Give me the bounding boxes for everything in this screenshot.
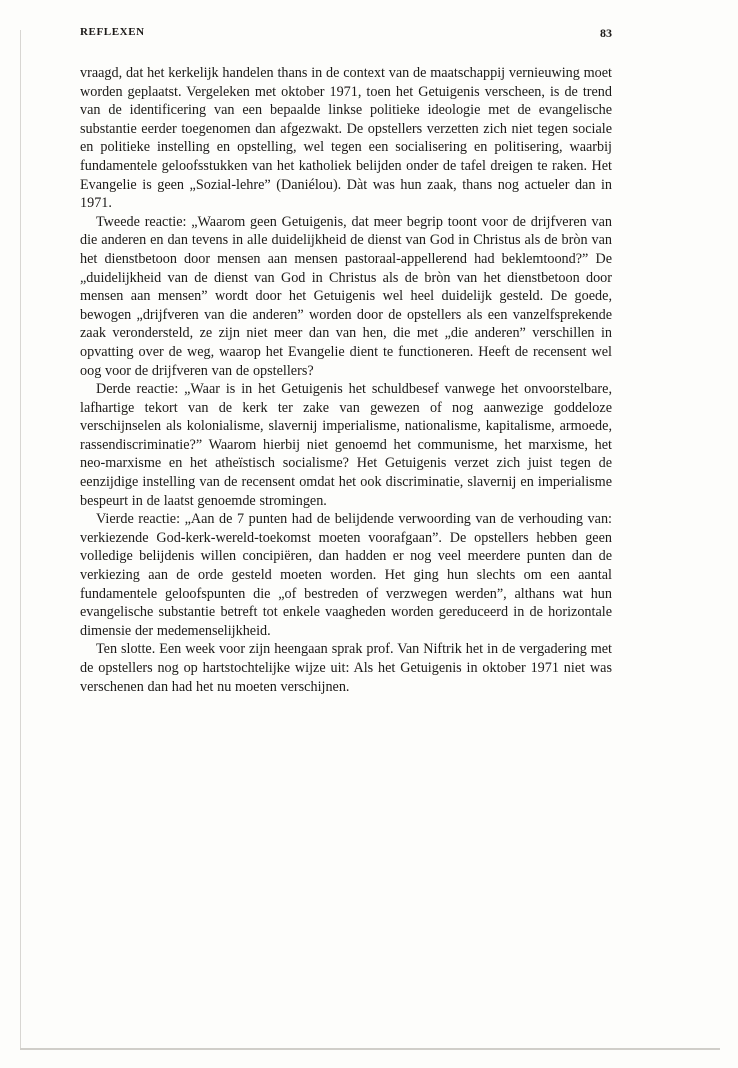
running-head-title: REFLEXEN — [80, 26, 145, 38]
page-number: 83 — [600, 26, 612, 40]
body-text — [80, 64, 612, 696]
paragraph-tweede-reactie: Tweede reactie: „Waarom geen Getuigenis, dat meer begrip toont voor de drijfveren van die anderen en dan tevens in alle duidelijkheid de dienst van God in Christus als de bròn van het dienstbetoon door mensen aan mensen pastoraal-appellerend had beklemtoond?” De „duidelijkheid van de dienst van God in Christus als de bròn van het dienstbetoon door mensen aan mensen” wordt door het Getuigenis wel heel duidelijk gesteld. De goede, bewogen „drijfveren van die anderen” worden door de opstellers als een vanzelfsprekende zaak verondersteld, ze zijn niet meer dan van hen, die met „die anderen” verschillen in opvatting over de weg, waarop het Evangelie dient te functioneren. Heeft de recensent wel oog voor de drijfveren van de opstellers? — [80, 213, 612, 379]
paragraph-ten-slotte: Ten slotte. Een week voor zijn heengaan sprak prof. Van Niftrik het in de vergadering met de opstellers nog op hartstochtelijke wijze uit: Als het Getuigenis in oktober 1971 niet was verschenen dan had het nu moeten verschijnen. — [80, 641, 612, 695]
running-head — [80, 26, 612, 42]
paragraph-vierde-reactie: Vierde reactie: „Aan de 7 punten had de belijdende verwoording van de verhouding van: verkiezende God-kerk-wereld-toekomst moeten voorafgaan”. De opstellers hebben geen volledige belijdenis willen concipiëren, dan hadden er nog veel meerdere punten dan de verkiezing aan de orde gesteld moeten worden. Het ging hun slechts om een aantal fundamentele geloofspunten die „of bestreden of verzwegen werden”, althans wat hun evangelische substantie betreft tot enkele vaagheden worden gereduceerd in de horizontale dimensie der medemenselijkheid. — [80, 511, 612, 639]
paragraph-derde-reactie: Derde reactie: „Waar is in het Getuigenis het schuldbesef vanwege het onvoorstelbare, lafhartige tekort van de kerk ter zake van gewezen of nog aanwezige goddeloze verschijnselen als kolonialisme, slavernij imperialisme, nationalisme, kapitalisme, armoede, rassendiscriminatie?” Waarom hierbij niet genoemd het communisme, het marxisme, het neo-marxisme en het atheïstisch socialisme? Het Getuigenis verzet zich juist tegen de eenzijdige instelling van de recensent omdat het ook discriminatie, slavernij en imperialisme bespeurt in de laatst genoemde stromingen. — [80, 381, 612, 509]
bottom-edge-rule — [20, 1048, 720, 1050]
paragraph-continuation: vraagd, dat het kerkelijk handelen thans in de context van de maatschappij vernieuwing moet worden geplaatst. Vergeleken met oktober 1971, toen het Getuigenis verscheen, is de trend van de identificering van een bepaalde linkse politieke ideologie met de evangelische substantie eerder toegenomen dan afgezwakt. De opstellers verzetten zich niet tegen sociale en politieke instelling en opstelling, wel tegen een socialisering en politisering, waarbij fundamentele geloofsstukken van het katholiek belijden onder de tafel dreigen te raken. Het Evangelie is geen „Sozial-lehre” (Daniélou). Dàt was hun zaak, thans nog actueler dan in 1971. — [80, 65, 612, 212]
left-edge-rule — [20, 30, 21, 1050]
